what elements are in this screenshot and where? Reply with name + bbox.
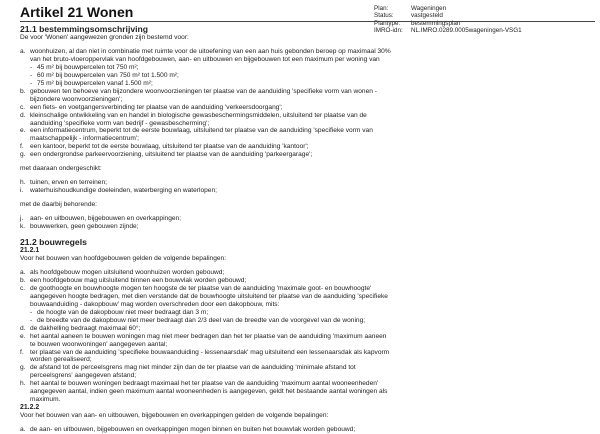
section-intro: met de daarbij behorende: <box>20 201 97 209</box>
list-item <box>20 223 595 231</box>
section-intro: Voor het bouwen van hoofdgebouwen gelden de volgende bepalingen: <box>20 255 227 263</box>
list-item <box>20 187 595 195</box>
list-label: k. <box>20 223 26 231</box>
subsection-heading-21-2-2: 21.2.2 <box>20 404 40 412</box>
list-label: g. <box>20 364 26 372</box>
meta-value: bestemmingsplan <box>411 19 461 27</box>
list-label: h. <box>20 179 26 187</box>
list-text: de goothoogte en bouwhoogte mogen ten hoogste de ter plaatse van de aanduiding 'maximale goot- en bouwhoogte' <box>30 284 372 292</box>
list-label: a. <box>20 268 26 276</box>
meta-row-plan <box>374 5 522 12</box>
list-label: j. <box>20 215 24 223</box>
list-text: een hoofdgebouw mag uitsluitend binnen een bouwvlak worden gebouwd; <box>30 276 247 284</box>
list-label: g. <box>20 151 26 159</box>
list-text: een kantoor, beperkt tot de eerste bouwlaag, uitsluitend ter plaatse van de aanduiding 'kantoor'; <box>30 143 309 151</box>
list-text: aangegeven hoogte bedragen, met dien verstande dat de bouwhoogte uitsluitend ter plaatse van de aanduiding 'specifieke <box>30 292 388 300</box>
list-item <box>20 364 595 380</box>
list-text: maximum. <box>30 396 61 404</box>
list-label: b. <box>20 87 26 95</box>
list-item <box>20 215 595 223</box>
sub-item: - 75 m² bij bouwpercelen vanaf 1.500 m²; <box>30 79 153 87</box>
list-text: aan- en uitbouwen, bijgebouwen en overkappingen; <box>30 215 182 223</box>
list-item <box>20 380 595 404</box>
list-item <box>20 285 595 309</box>
subsection-heading-21-2-1: 21.2.1 <box>20 247 40 255</box>
list-text: ter plaatse van de aanduiding 'specifieke bouwaanduiding - lessenaarsdak' mag uitsluitend een lessenaarsdak als kapvorm <box>30 348 390 356</box>
list-text: aanduiding 'specifieke vorm van bedrijf - gewasbescherming'; <box>30 119 210 127</box>
list-text: waterhuishoudkundige doeleinden, waterberging en waterlopen; <box>30 187 217 195</box>
list-text: bouwwerken, geen gebouwen zijnde; <box>30 223 139 231</box>
sub-item-text: 60 m² bij bouwpercelen van 750 m² tot 1.500 m²; <box>37 71 179 79</box>
meta-key: Status: <box>374 12 394 20</box>
list-text: tuinen, erven en terreinen; <box>30 179 107 187</box>
list-text: bouwaanduiding - dakopbouw' mag worden overschreden door een dakopbouw, mits: <box>30 300 280 308</box>
sub-item: - de breedte van de dakopbouw niet meer bedraagt dan 2/3 deel van de breedte van de voorgevel van de woning; <box>30 316 366 324</box>
list-label: e. <box>20 332 26 340</box>
list-label: i. <box>20 187 24 195</box>
sub-item: - 60 m² bij bouwpercelen van 750 m² tot 1.500 m²; <box>30 71 179 79</box>
list-text: aangegeven aantal, indien geen maximum aantal wooneenheden is aangegeven, geldt het bestaande aantal woningen als <box>30 388 388 396</box>
list-label: c. <box>20 284 26 292</box>
section-heading-21-1: 21.1 bestemmingsomschrijving <box>20 24 148 34</box>
list-item <box>20 88 595 104</box>
meta-key: Plan: <box>374 5 389 12</box>
sub-item: - de hoogte van de dakopbouw niet meer bedraagt dan 3 m; <box>30 308 209 316</box>
list-label: a. <box>20 47 26 55</box>
list-text: te bouwen woonwoningen' aangegeven aantal; <box>30 340 168 348</box>
meta-key: IMRO-idn: <box>374 26 403 34</box>
list-text: de dakhelling bedraagt maximaal 60°; <box>30 324 141 332</box>
list-text: maatschappelijk - informatiecentrum'; <box>30 135 139 143</box>
list-label: a. <box>20 426 26 434</box>
sub-item: - 45 m² bij bouwpercelen tot 750 m²; <box>30 63 139 71</box>
section-heading-21-2: 21.2 bouwregels <box>20 237 87 248</box>
list-text: een informatiecentrum, beperkt tot de eerste bouwlaag, uitsluitend ter plaatse van de aanduiding 'specifieke vorm van <box>30 127 373 135</box>
list-text: gebouwen ten behoeve van bijzondere woonvoorzieningen ter plaatse van de aanduiding 'specifieke vorm van wonen - <box>30 87 377 95</box>
sub-item-text: de hoogte van de dakopbouw niet meer bedraagt dan 3 m; <box>37 308 209 316</box>
list-item <box>20 48 595 64</box>
list-label: f. <box>20 143 24 151</box>
list-label: d. <box>20 324 26 332</box>
list-label: b. <box>20 276 26 284</box>
list-item <box>20 325 595 333</box>
list-item <box>20 104 595 112</box>
list-label: c. <box>20 103 26 111</box>
meta-key: Plantype: <box>374 19 401 27</box>
list-text: de aan- en uitbouwen, bijgebouwen en overkappingen mogen binnen en buiten het bouwvlak worden gebouwd; <box>30 426 356 434</box>
list-text: de afstand tot de perceelsgrens mag niet minder zijn dan de ter plaatse van de aanduiding 'minimale afstand tot <box>30 364 356 372</box>
list-label: h. <box>20 380 26 388</box>
list-text: als hoofdgebouw mogen uitsluitend woonhuizen worden gebouwd; <box>30 268 225 276</box>
section-intro: De voor 'Wonen' aangewezen gronden zijn bestemd voor: <box>20 34 189 41</box>
list-item <box>20 277 595 285</box>
list-text: van het bruto-vloeroppervlak van hoofdgebouwen, aan- en uitbouwen en bijgebouwen tot een maximum per woning van <box>30 55 380 63</box>
list-text: perceelsgrens' aangegeven afstand; <box>30 372 137 380</box>
title-divider <box>20 21 595 22</box>
meta-row-status <box>374 12 522 19</box>
document-body <box>20 24 595 434</box>
list-text: worden gerealiseerd; <box>30 356 92 364</box>
sub-item-text: 75 m² bij bouwpercelen vanaf 1.500 m²; <box>37 79 153 87</box>
list-item <box>20 349 595 365</box>
section-intro: met daaraan ondergeschikt: <box>20 165 102 173</box>
list-item <box>20 127 595 143</box>
list-text: woonhuizen, al dan niet in combinatie met ruimte voor de uitoefening van een aan huis gebonden beroep op maximaal 30% <box>30 47 391 55</box>
sub-item-text: de breedte van de dakopbouw niet meer bedraagt dan 2/3 deel van de breedte van de voorgevel van de woning; <box>37 316 366 324</box>
meta-value: NL.IMRO.0289.0005wageningen-VSG1 <box>411 26 522 34</box>
list-label: d. <box>20 111 26 119</box>
list-text: bijzondere woonvoorzieningen'; <box>30 95 123 103</box>
list-text: kleinschalige ontwikkeling van en handel in biologische gewasbeschermingsmiddelen, uitsluitend ter plaatse van de <box>30 111 367 119</box>
list-text: een ondergrondse parkeervoorziening, uitsluitend ter plaatse van de aanduiding 'parkeergarage'; <box>30 151 313 159</box>
list-item <box>20 426 595 434</box>
list-text: het aantal te bouwen woningen bedraagt maximaal het ter plaatse van de aanduiding 'maximum aantal wooneenheden' <box>30 380 379 388</box>
list-text: het aantal aaneen te bouwen woningen mag niet meer bedragen dan het ter plaatse van de aanduiding 'maximum aaneen <box>30 332 387 340</box>
list-text: een fiets- en voetgangersverbinding ter plaatse van de aanduiding 'verkeersdoorgang'; <box>30 103 283 111</box>
list-label: f. <box>20 348 24 356</box>
sub-item-text: 45 m² bij bouwpercelen tot 750 m²; <box>37 63 139 71</box>
list-item <box>20 269 595 277</box>
list-item <box>20 179 595 187</box>
section-intro: Voor het bouwen van aan- en uitbouwen, bijgebouwen en overkappingen gelden de volgende bepalingen: <box>20 412 329 420</box>
meta-value: Wageningen <box>411 5 447 12</box>
meta-value: vastgesteld <box>411 12 443 20</box>
list-label: e. <box>20 127 26 135</box>
list-item <box>20 151 595 159</box>
page-title: Artikel 21 Wonen <box>20 4 134 20</box>
list-item <box>20 112 595 128</box>
list-item <box>20 333 595 349</box>
list-item <box>20 143 595 151</box>
